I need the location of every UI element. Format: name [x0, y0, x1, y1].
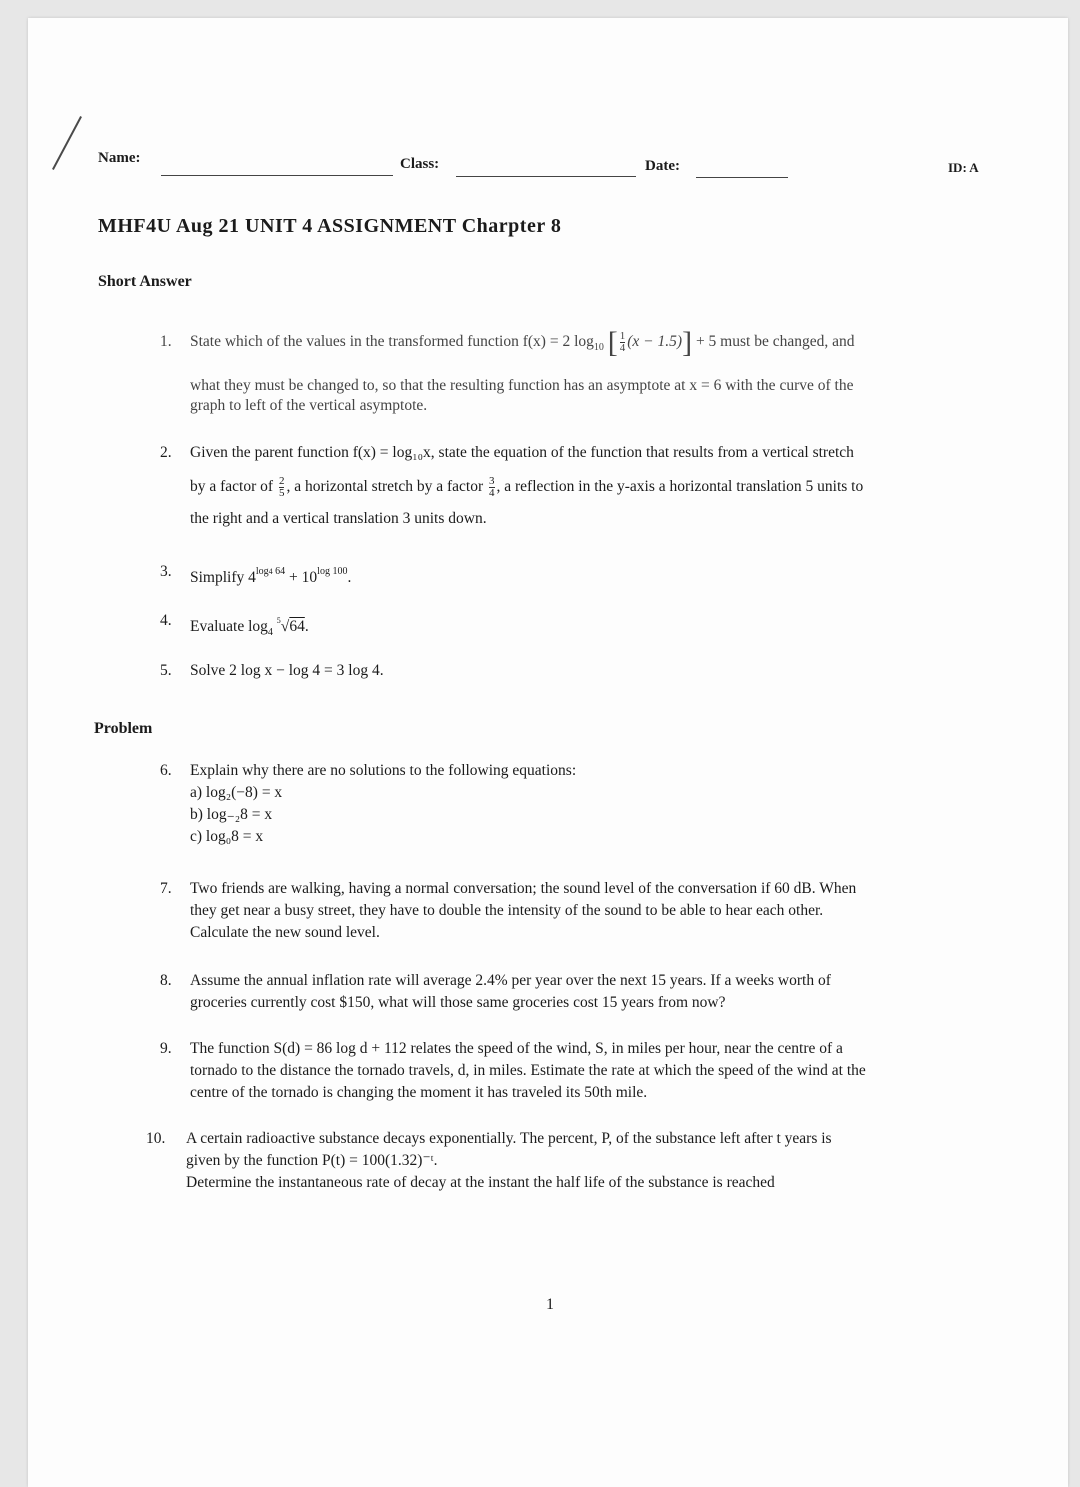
- q1-log-base: 10: [593, 342, 604, 354]
- question-4: [160, 610, 660, 640]
- q4-expression: $\log_4 ^5√64$.: [248, 616, 309, 638]
- q6-part-b: b) log₋₂8 = x: [190, 806, 273, 823]
- q7-line1: Two friends are walking, having a normal conversation; the sound level of the conversation if 60 dB. When: [190, 880, 857, 897]
- id-label: ID: A: [948, 160, 979, 175]
- question-number: 7.: [160, 880, 172, 897]
- page-title: MHF4U Aug 21 UNIT 4 ASSIGNMENT Charpter 8: [98, 215, 562, 237]
- question-7: [160, 878, 1040, 948]
- q2-text-b: , a horizontal stretch by a factor: [286, 478, 484, 496]
- q2-fraction-horizontal: $\frac{3}{4}$: [489, 475, 495, 499]
- q2-fraction-vertical: $\frac{2}{5}$: [278, 475, 285, 499]
- page-number: 1: [546, 1296, 554, 1313]
- question-10: [146, 1128, 1040, 1198]
- q3-text: Simplify: [190, 569, 245, 586]
- q8-line2: groceries currently cost $150, what will those same groceries cost 15 years from now?: [190, 994, 726, 1011]
- section-problem: Problem: [94, 720, 153, 737]
- q9-line3: centre of the tornado is changing the moment it has traveled its 50th mile.: [190, 1084, 648, 1101]
- q9-line2: tornado to the distance the tornado travels, d, in miles. Estimate the rate at which the speed of the wind at the: [190, 1062, 866, 1079]
- question-number: 5.: [160, 662, 172, 679]
- q6-part-c: c) log₀8 = x: [190, 828, 264, 845]
- q9-line1: The function S(d) = 86 log d + 112 relates the speed of the wind, S, in miles per hour, near the centre of a: [190, 1040, 843, 1057]
- question-2: [160, 442, 1040, 532]
- question-8: [160, 970, 1040, 1020]
- pen-mark: [52, 116, 82, 170]
- q2-line1: Given the parent function f(x) = log₁₀x, state the equation of the function that results from a vertical stretch: [190, 444, 854, 461]
- question-3: [160, 561, 660, 591]
- q10-line2: given by the function P(t) = 100(1.32)⁻ᵗ.: [186, 1152, 438, 1169]
- document-page: [28, 18, 1068, 1487]
- question-number: 10.: [146, 1130, 166, 1147]
- name-label: Name:: [98, 150, 141, 166]
- name-blank[interactable]: [161, 175, 393, 176]
- question-number: 1.: [160, 333, 172, 350]
- q1-line2: what they must be changed to, so that the resulting function has an asymptote at x = 6 with the curve of the: [190, 377, 854, 394]
- question-9: [160, 1038, 1040, 1108]
- q10-line3: Determine the instantaneous rate of decay at the instant the half life of the substance is reached: [186, 1174, 775, 1191]
- q1-fraction: $\frac{1}{4}$: [619, 330, 626, 354]
- section-short-answer: Short Answer: [98, 273, 192, 290]
- q6-part-a: a) log₂(−8) = x: [190, 784, 283, 801]
- question-number: 6.: [160, 762, 172, 779]
- class-blank[interactable]: [456, 176, 636, 177]
- q10-line1: A certain radioactive substance decays exponentially. The percent, P, of the substance left after t years is: [186, 1130, 832, 1147]
- question-5: [160, 660, 660, 690]
- q4-text: Evaluate: [190, 618, 245, 635]
- q7-line2: they get near a busy street, they have to double the intensity of the sound to be able to hear each other.: [190, 902, 824, 919]
- date-label: Date:: [645, 158, 680, 174]
- q1-line3: graph to left of the vertical asymptote.: [190, 397, 428, 414]
- q1-inner-expression: (x − 1.5): [627, 333, 683, 351]
- q1-text-end: + 5 must be changed, and: [695, 333, 855, 351]
- q8-line1: Assume the annual inflation rate will average 2.4% per year over the next 15 years. If a weeks worth of: [190, 972, 831, 989]
- class-label: Class:: [400, 156, 440, 172]
- question-number: 3.: [160, 563, 172, 580]
- q2-text-c: , a reflection in the y-axis a horizontal translation 5 units to: [496, 478, 864, 496]
- q2-line3: the right and a vertical translation 3 units down.: [190, 510, 487, 527]
- question-1: 1. State which of the values in the transformed function f(x) = 2 $\log_{10}$ [ $\frac{1}{4}$ (x − 1.5)] + 5 must be changed, and what they must be changed to, so that the resulting function has an asymptote at x = 6 with the curve of the graph to left of the vertical asymptote.: [160, 331, 1040, 421]
- q2-text-a: by a factor of: [190, 478, 274, 496]
- date-blank[interactable]: [696, 177, 788, 178]
- q5-text: Solve 2 log x − log 4 = 3 log 4.: [190, 662, 384, 679]
- q3-expression: $4^{log4 64} + 10^{log 100}$.: [248, 566, 352, 586]
- question-number: 2.: [160, 444, 172, 461]
- q6-line1: Explain why there are no solutions to the following equations:: [190, 762, 577, 779]
- question-number: 8.: [160, 972, 172, 989]
- question-6: [160, 760, 960, 860]
- q1-text-start: State which of the values in the transformed function f(x) = 2 log: [190, 333, 594, 351]
- question-number: 4.: [160, 612, 172, 629]
- q7-line3: Calculate the new sound level.: [190, 924, 380, 941]
- question-number: 9.: [160, 1040, 172, 1057]
